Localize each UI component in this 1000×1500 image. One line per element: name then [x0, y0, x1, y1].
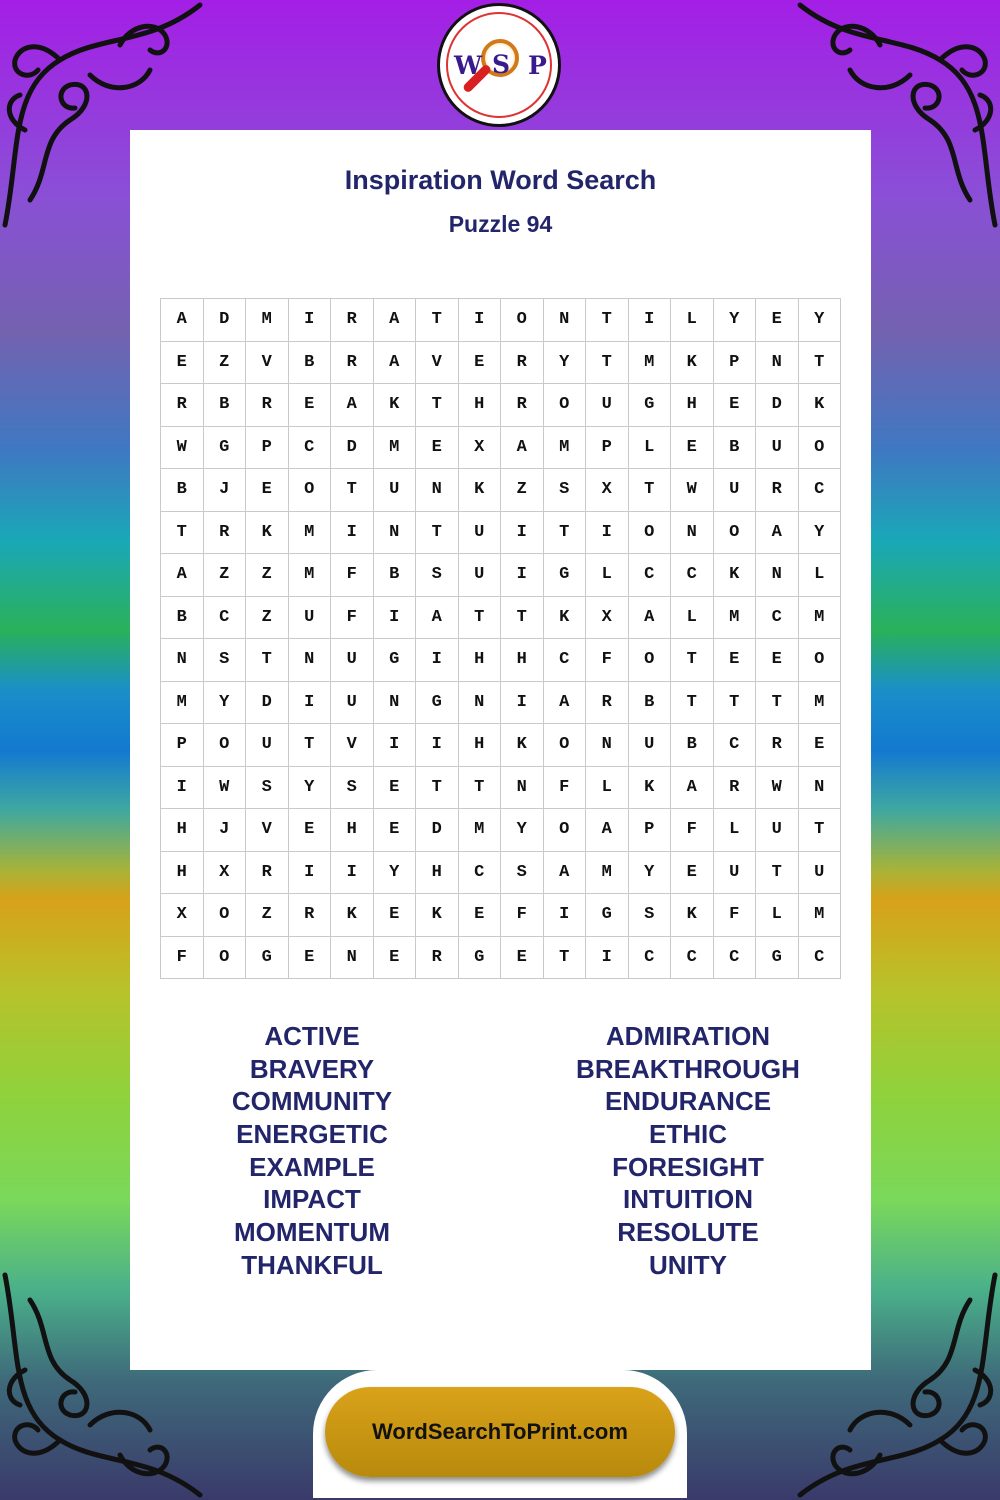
- grid-cell[interactable]: D: [204, 299, 247, 342]
- grid-cell[interactable]: H: [331, 809, 374, 852]
- puzzle-card: [130, 130, 871, 1370]
- grid-cell[interactable]: I: [416, 724, 459, 767]
- letter-grid: [160, 298, 841, 979]
- grid-cell[interactable]: A: [416, 597, 459, 640]
- grid-cell[interactable]: K: [501, 724, 544, 767]
- grid-cell[interactable]: K: [714, 554, 757, 597]
- word-item: BREAKTHROUGH: [576, 1053, 800, 1084]
- grid-cell[interactable]: K: [629, 767, 672, 810]
- grid-cell[interactable]: G: [246, 937, 289, 980]
- logo-letter-p: P: [528, 51, 547, 80]
- grid-cell[interactable]: T: [416, 767, 459, 810]
- grid-cell[interactable]: A: [544, 682, 587, 725]
- grid-cell[interactable]: I: [544, 894, 587, 937]
- grid-cell[interactable]: B: [161, 469, 204, 512]
- grid-cell[interactable]: K: [416, 894, 459, 937]
- grid-cell[interactable]: C: [289, 427, 332, 470]
- grid-cell[interactable]: Y: [544, 342, 587, 385]
- grid-cell[interactable]: I: [289, 852, 332, 895]
- grid-cell[interactable]: H: [459, 724, 502, 767]
- grid-cell[interactable]: I: [374, 724, 417, 767]
- grid-cell[interactable]: E: [374, 894, 417, 937]
- grid-cell[interactable]: K: [374, 384, 417, 427]
- grid-cell[interactable]: N: [331, 937, 374, 980]
- grid-cell[interactable]: F: [714, 894, 757, 937]
- grid-cell[interactable]: E: [799, 724, 842, 767]
- grid-cell[interactable]: I: [161, 767, 204, 810]
- grid-cell[interactable]: N: [289, 639, 332, 682]
- grid-cell[interactable]: U: [459, 512, 502, 555]
- word-item: ENERGETIC: [236, 1119, 388, 1150]
- grid-cell[interactable]: W: [204, 767, 247, 810]
- grid-cell[interactable]: D: [756, 384, 799, 427]
- grid-cell[interactable]: I: [459, 299, 502, 342]
- grid-cell[interactable]: T: [246, 639, 289, 682]
- grid-cell[interactable]: G: [586, 894, 629, 937]
- grid-cell[interactable]: R: [289, 894, 332, 937]
- grid-cell[interactable]: O: [544, 724, 587, 767]
- grid-cell[interactable]: I: [374, 597, 417, 640]
- grid-cell[interactable]: H: [671, 384, 714, 427]
- grid-cell[interactable]: E: [671, 427, 714, 470]
- grid-cell[interactable]: D: [246, 682, 289, 725]
- grid-cell[interactable]: U: [629, 724, 672, 767]
- grid-cell[interactable]: T: [416, 512, 459, 555]
- grid-cell[interactable]: T: [544, 512, 587, 555]
- grid-cell[interactable]: A: [374, 342, 417, 385]
- grid-cell[interactable]: T: [289, 724, 332, 767]
- grid-cell[interactable]: U: [459, 554, 502, 597]
- grid-cell[interactable]: E: [374, 767, 417, 810]
- grid-cell[interactable]: C: [629, 937, 672, 980]
- grid-cell[interactable]: N: [501, 767, 544, 810]
- word-item: ETHIC: [649, 1119, 727, 1150]
- grid-cell[interactable]: L: [799, 554, 842, 597]
- grid-cell[interactable]: Y: [374, 852, 417, 895]
- grid-cell[interactable]: L: [586, 554, 629, 597]
- grid-cell[interactable]: M: [799, 894, 842, 937]
- grid-cell[interactable]: M: [246, 299, 289, 342]
- grid-cell[interactable]: M: [799, 597, 842, 640]
- grid-cell[interactable]: M: [289, 512, 332, 555]
- grid-cell[interactable]: Y: [714, 299, 757, 342]
- grid-cell[interactable]: C: [756, 597, 799, 640]
- grid-cell[interactable]: C: [714, 724, 757, 767]
- site-link-button[interactable]: [325, 1387, 675, 1477]
- grid-cell[interactable]: D: [331, 427, 374, 470]
- grid-cell[interactable]: O: [714, 512, 757, 555]
- grid-cell[interactable]: O: [204, 894, 247, 937]
- grid-cell[interactable]: B: [289, 342, 332, 385]
- grid-cell[interactable]: H: [161, 852, 204, 895]
- grid-cell[interactable]: N: [374, 682, 417, 725]
- grid-cell[interactable]: A: [586, 809, 629, 852]
- grid-cell[interactable]: U: [586, 384, 629, 427]
- grid-cell[interactable]: U: [331, 639, 374, 682]
- grid-cell[interactable]: G: [756, 937, 799, 980]
- grid-cell[interactable]: N: [671, 512, 714, 555]
- word-item: EXAMPLE: [249, 1151, 375, 1182]
- grid-cell[interactable]: U: [799, 852, 842, 895]
- grid-cell[interactable]: P: [161, 724, 204, 767]
- grid-cell[interactable]: U: [714, 469, 757, 512]
- grid-cell[interactable]: T: [756, 852, 799, 895]
- grid-cell[interactable]: F: [161, 937, 204, 980]
- grid-cell[interactable]: E: [714, 384, 757, 427]
- grid-cell[interactable]: H: [501, 639, 544, 682]
- grid-cell[interactable]: T: [629, 469, 672, 512]
- grid-cell[interactable]: M: [374, 427, 417, 470]
- grid-cell[interactable]: R: [416, 937, 459, 980]
- grid-cell[interactable]: C: [714, 937, 757, 980]
- word-item: ENDURANCE: [604, 1086, 772, 1117]
- grid-cell[interactable]: G: [374, 639, 417, 682]
- grid-cell[interactable]: N: [756, 554, 799, 597]
- grid-cell[interactable]: A: [161, 299, 204, 342]
- grid-cell[interactable]: F: [331, 554, 374, 597]
- grid-cell[interactable]: T: [459, 597, 502, 640]
- grid-cell[interactable]: M: [586, 852, 629, 895]
- grid-cell[interactable]: Z: [246, 554, 289, 597]
- grid-cell[interactable]: T: [331, 469, 374, 512]
- grid-cell[interactable]: Y: [289, 767, 332, 810]
- grid-cell[interactable]: N: [756, 342, 799, 385]
- grid-cell[interactable]: N: [544, 299, 587, 342]
- grid-cell[interactable]: E: [246, 469, 289, 512]
- grid-cell[interactable]: K: [459, 469, 502, 512]
- grid-cell[interactable]: I: [586, 512, 629, 555]
- site-link-label: WordSearchToPrint.com: [372, 1419, 628, 1444]
- grid-cell[interactable]: P: [714, 342, 757, 385]
- grid-cell[interactable]: T: [161, 512, 204, 555]
- grid-cell[interactable]: T: [416, 299, 459, 342]
- grid-cell[interactable]: U: [289, 597, 332, 640]
- grid-cell[interactable]: I: [501, 554, 544, 597]
- grid-cell[interactable]: B: [714, 427, 757, 470]
- grid-cell[interactable]: C: [799, 937, 842, 980]
- grid-cell[interactable]: W: [671, 469, 714, 512]
- grid-cell[interactable]: B: [374, 554, 417, 597]
- grid-cell[interactable]: T: [586, 342, 629, 385]
- grid-cell[interactable]: C: [671, 554, 714, 597]
- grid-cell[interactable]: K: [544, 597, 587, 640]
- grid-cell[interactable]: B: [629, 682, 672, 725]
- grid-cell[interactable]: P: [629, 809, 672, 852]
- grid-cell[interactable]: C: [459, 852, 502, 895]
- word-item: THANKFUL: [241, 1249, 383, 1280]
- grid-cell[interactable]: R: [586, 682, 629, 725]
- grid-cell[interactable]: F: [501, 894, 544, 937]
- grid-cell[interactable]: A: [544, 852, 587, 895]
- grid-cell[interactable]: E: [289, 937, 332, 980]
- grid-cell[interactable]: N: [586, 724, 629, 767]
- grid-cell[interactable]: U: [331, 682, 374, 725]
- grid-cell[interactable]: F: [671, 809, 714, 852]
- grid-cell[interactable]: K: [671, 894, 714, 937]
- grid-cell[interactable]: R: [161, 384, 204, 427]
- grid-cell[interactable]: M: [161, 682, 204, 725]
- grid-cell[interactable]: H: [416, 852, 459, 895]
- grid-cell[interactable]: A: [501, 427, 544, 470]
- grid-cell[interactable]: T: [799, 809, 842, 852]
- grid-cell[interactable]: O: [204, 937, 247, 980]
- grid-cell[interactable]: I: [331, 852, 374, 895]
- grid-cell[interactable]: L: [671, 299, 714, 342]
- word-item: FORESIGHT: [612, 1151, 764, 1182]
- word-item: MOMENTUM: [234, 1217, 390, 1248]
- grid-cell[interactable]: E: [289, 809, 332, 852]
- grid-cell[interactable]: N: [416, 469, 459, 512]
- grid-cell[interactable]: O: [629, 512, 672, 555]
- grid-cell[interactable]: G: [416, 682, 459, 725]
- grid-cell[interactable]: Z: [204, 554, 247, 597]
- grid-cell[interactable]: O: [629, 639, 672, 682]
- grid-cell[interactable]: I: [629, 299, 672, 342]
- grid-cell[interactable]: Z: [204, 342, 247, 385]
- grid-cell[interactable]: R: [331, 299, 374, 342]
- grid-cell[interactable]: U: [374, 469, 417, 512]
- grid-cell[interactable]: V: [246, 342, 289, 385]
- grid-cell[interactable]: T: [799, 342, 842, 385]
- grid-cell[interactable]: E: [161, 342, 204, 385]
- grid-cell[interactable]: E: [501, 937, 544, 980]
- grid-cell[interactable]: E: [459, 894, 502, 937]
- grid-cell[interactable]: E: [289, 384, 332, 427]
- grid-cell[interactable]: L: [586, 767, 629, 810]
- grid-cell[interactable]: E: [374, 809, 417, 852]
- grid-cell[interactable]: I: [289, 682, 332, 725]
- grid-cell[interactable]: U: [714, 852, 757, 895]
- grid-cell[interactable]: A: [629, 597, 672, 640]
- grid-cell[interactable]: I: [586, 937, 629, 980]
- grid-cell[interactable]: L: [629, 427, 672, 470]
- grid-cell[interactable]: M: [629, 342, 672, 385]
- grid-cell[interactable]: P: [586, 427, 629, 470]
- grid-cell[interactable]: W: [756, 767, 799, 810]
- word-item: ACTIVE: [264, 1021, 360, 1051]
- grid-cell[interactable]: X: [459, 427, 502, 470]
- grid-cell[interactable]: R: [246, 852, 289, 895]
- wsp-logo[interactable]: [437, 3, 561, 127]
- grid-cell[interactable]: Y: [629, 852, 672, 895]
- grid-cell[interactable]: R: [246, 384, 289, 427]
- grid-cell[interactable]: O: [799, 639, 842, 682]
- grid-cell[interactable]: X: [586, 469, 629, 512]
- grid-cell[interactable]: J: [204, 809, 247, 852]
- grid-cell[interactable]: M: [799, 682, 842, 725]
- grid-cell[interactable]: X: [161, 894, 204, 937]
- grid-cell[interactable]: N: [459, 682, 502, 725]
- grid-cell[interactable]: Z: [501, 469, 544, 512]
- grid-cell[interactable]: O: [204, 724, 247, 767]
- grid-cell[interactable]: O: [501, 299, 544, 342]
- grid-cell[interactable]: N: [799, 767, 842, 810]
- grid-cell[interactable]: Y: [501, 809, 544, 852]
- word-list-left: [130, 1020, 494, 1282]
- grid-cell[interactable]: Y: [204, 682, 247, 725]
- grid-cell[interactable]: I: [331, 512, 374, 555]
- grid-cell[interactable]: J: [204, 469, 247, 512]
- grid-cell[interactable]: Y: [799, 299, 842, 342]
- grid-cell[interactable]: R: [756, 469, 799, 512]
- grid-cell[interactable]: O: [799, 427, 842, 470]
- word-list-right: [500, 1020, 876, 1282]
- grid-cell[interactable]: T: [671, 682, 714, 725]
- grid-cell[interactable]: L: [714, 809, 757, 852]
- grid-cell[interactable]: S: [544, 469, 587, 512]
- grid-cell[interactable]: I: [501, 512, 544, 555]
- grid-cell[interactable]: B: [671, 724, 714, 767]
- grid-cell[interactable]: U: [756, 809, 799, 852]
- grid-cell[interactable]: E: [714, 639, 757, 682]
- grid-cell[interactable]: M: [544, 427, 587, 470]
- grid-cell[interactable]: T: [459, 767, 502, 810]
- grid-cell[interactable]: M: [289, 554, 332, 597]
- grid-cell[interactable]: T: [501, 597, 544, 640]
- grid-cell[interactable]: K: [246, 512, 289, 555]
- grid-cell[interactable]: U: [756, 427, 799, 470]
- grid-cell[interactable]: S: [416, 554, 459, 597]
- grid-cell[interactable]: T: [586, 299, 629, 342]
- grid-cell[interactable]: F: [586, 639, 629, 682]
- grid-cell[interactable]: T: [714, 682, 757, 725]
- grid-cell[interactable]: L: [756, 894, 799, 937]
- grid-cell[interactable]: C: [799, 469, 842, 512]
- grid-cell[interactable]: E: [374, 937, 417, 980]
- grid-cell[interactable]: C: [204, 597, 247, 640]
- logo-letter-s: S: [492, 50, 511, 79]
- grid-cell[interactable]: F: [331, 597, 374, 640]
- grid-cell[interactable]: N: [374, 512, 417, 555]
- grid-cell[interactable]: I: [289, 299, 332, 342]
- word-item: COMMUNITY: [231, 1086, 393, 1117]
- grid-cell[interactable]: E: [756, 299, 799, 342]
- word-item: BRAVERY: [249, 1053, 375, 1084]
- grid-cell[interactable]: K: [799, 384, 842, 427]
- grid-cell[interactable]: G: [204, 427, 247, 470]
- grid-cell[interactable]: M: [459, 809, 502, 852]
- grid-cell[interactable]: H: [161, 809, 204, 852]
- grid-cell[interactable]: H: [459, 384, 502, 427]
- grid-cell[interactable]: S: [204, 639, 247, 682]
- grid-cell[interactable]: A: [374, 299, 417, 342]
- word-item: ADMIRATION: [605, 1021, 771, 1051]
- grid-cell[interactable]: W: [161, 427, 204, 470]
- grid-cell[interactable]: K: [671, 342, 714, 385]
- grid-cell[interactable]: T: [671, 639, 714, 682]
- grid-cell[interactable]: R: [204, 512, 247, 555]
- grid-cell[interactable]: K: [331, 894, 374, 937]
- grid-cell[interactable]: V: [331, 724, 374, 767]
- grid-cell[interactable]: E: [671, 852, 714, 895]
- grid-cell[interactable]: V: [416, 342, 459, 385]
- grid-cell[interactable]: I: [501, 682, 544, 725]
- grid-cell[interactable]: V: [246, 809, 289, 852]
- grid-cell[interactable]: O: [289, 469, 332, 512]
- grid-cell[interactable]: E: [459, 342, 502, 385]
- grid-cell[interactable]: F: [544, 767, 587, 810]
- grid-cell[interactable]: X: [204, 852, 247, 895]
- grid-cell[interactable]: C: [544, 639, 587, 682]
- grid-cell[interactable]: C: [629, 554, 672, 597]
- grid-cell[interactable]: G: [629, 384, 672, 427]
- grid-cell[interactable]: A: [671, 767, 714, 810]
- grid-cell[interactable]: R: [501, 342, 544, 385]
- grid-cell[interactable]: Z: [246, 894, 289, 937]
- grid-cell[interactable]: Z: [246, 597, 289, 640]
- word-item: INTUITION: [623, 1184, 753, 1215]
- grid-cell[interactable]: X: [586, 597, 629, 640]
- grid-cell[interactable]: S: [331, 767, 374, 810]
- grid-cell[interactable]: R: [714, 767, 757, 810]
- grid-cell[interactable]: E: [756, 639, 799, 682]
- grid-cell[interactable]: S: [501, 852, 544, 895]
- grid-cell[interactable]: U: [246, 724, 289, 767]
- grid-cell[interactable]: M: [714, 597, 757, 640]
- grid-cell[interactable]: O: [544, 384, 587, 427]
- grid-cell[interactable]: E: [416, 427, 459, 470]
- grid-cell[interactable]: B: [204, 384, 247, 427]
- grid-cell[interactable]: L: [671, 597, 714, 640]
- grid-cell[interactable]: R: [331, 342, 374, 385]
- logo-letter-w: W: [454, 51, 483, 80]
- grid-cell[interactable]: T: [756, 682, 799, 725]
- puzzle-number: Puzzle 94: [448, 211, 553, 237]
- grid-cell[interactable]: A: [756, 512, 799, 555]
- grid-cell[interactable]: A: [161, 554, 204, 597]
- grid-cell[interactable]: N: [161, 639, 204, 682]
- grid-cell[interactable]: G: [459, 937, 502, 980]
- grid-cell[interactable]: A: [331, 384, 374, 427]
- word-item: IMPACT: [263, 1184, 361, 1215]
- grid-cell[interactable]: R: [501, 384, 544, 427]
- grid-cell[interactable]: T: [416, 384, 459, 427]
- grid-cell[interactable]: D: [416, 809, 459, 852]
- grid-cell[interactable]: G: [544, 554, 587, 597]
- grid-cell[interactable]: C: [671, 937, 714, 980]
- grid-cell[interactable]: I: [416, 639, 459, 682]
- grid-cell[interactable]: S: [246, 767, 289, 810]
- grid-cell[interactable]: S: [629, 894, 672, 937]
- grid-cell[interactable]: B: [161, 597, 204, 640]
- grid-cell[interactable]: R: [756, 724, 799, 767]
- grid-cell[interactable]: T: [544, 937, 587, 980]
- puzzle-title: Inspiration Word Search: [344, 165, 657, 195]
- word-item: UNITY: [649, 1249, 727, 1280]
- grid-cell[interactable]: Y: [799, 512, 842, 555]
- grid-cell[interactable]: H: [459, 639, 502, 682]
- word-item: RESOLUTE: [617, 1217, 759, 1248]
- grid-cell[interactable]: O: [544, 809, 587, 852]
- grid-cell[interactable]: P: [246, 427, 289, 470]
